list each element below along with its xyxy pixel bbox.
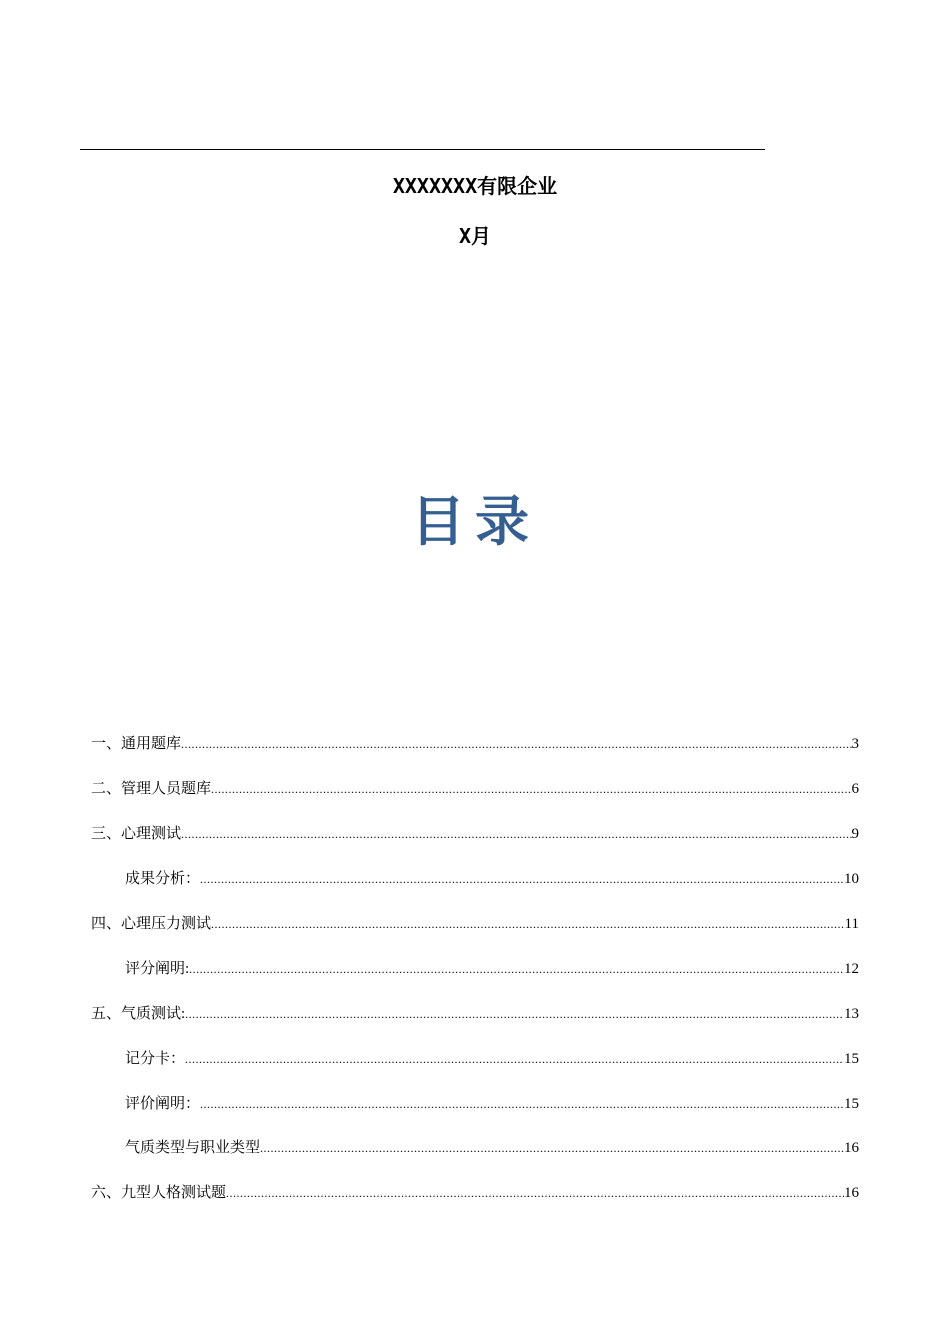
toc-entry-page: 11 bbox=[844, 916, 859, 932]
toc-leader-dots bbox=[181, 823, 851, 845]
toc-entry-label: 六、九型人格测试题 bbox=[91, 1185, 227, 1201]
toc-entry-page: 9 bbox=[851, 826, 859, 842]
toc-leader-dots bbox=[226, 1182, 844, 1204]
toc-entry-page: 12 bbox=[844, 961, 859, 977]
toc-entry[interactable] bbox=[125, 1093, 859, 1115]
toc-leader-dots bbox=[200, 1093, 844, 1115]
toc-entry-label: 评价阐明： bbox=[125, 1096, 201, 1112]
toc-entry-page: 13 bbox=[844, 1006, 859, 1022]
toc-entry-label: 成果分析： bbox=[125, 871, 201, 887]
toc-leader-dots bbox=[211, 913, 845, 935]
toc-entry-label: 五、气质测试: bbox=[91, 1006, 186, 1022]
toc-entry[interactable] bbox=[125, 958, 859, 980]
toc-entry-page: 10 bbox=[844, 871, 859, 887]
toc-entry-page: 6 bbox=[851, 781, 859, 797]
toc-entry[interactable] bbox=[125, 1137, 859, 1159]
toc-entry[interactable] bbox=[91, 1003, 859, 1025]
toc-entry-page: 15 bbox=[844, 1051, 859, 1067]
toc-leader-dots bbox=[185, 1048, 844, 1070]
toc-entry-label: 一、通用题库 bbox=[91, 736, 182, 752]
toc-entry-page: 16 bbox=[844, 1185, 859, 1201]
toc-leader-dots bbox=[185, 1003, 844, 1025]
toc-entry-label: 四、心理压力测试 bbox=[91, 916, 212, 932]
toc-entry-label: 气质类型与职业类型 bbox=[125, 1140, 261, 1156]
toc-entry[interactable] bbox=[91, 733, 859, 755]
toc-leader-dots bbox=[181, 733, 851, 755]
company-name: XXXXXXX有限企业 bbox=[392, 174, 558, 198]
toc-leader-dots bbox=[211, 778, 851, 800]
toc-entry-label: 评分阐明: bbox=[125, 961, 190, 977]
toc-entry-label: 记分卡： bbox=[125, 1051, 186, 1067]
toc-entry-label: 二、管理人员题库 bbox=[91, 781, 212, 797]
toc-title: 目录 bbox=[411, 490, 539, 553]
toc-entry[interactable] bbox=[125, 1048, 859, 1070]
toc-entry[interactable] bbox=[125, 868, 859, 890]
toc-entry[interactable] bbox=[91, 778, 859, 800]
toc-entry-page: 3 bbox=[851, 736, 859, 752]
toc-entry[interactable] bbox=[91, 823, 859, 845]
toc-leader-dots bbox=[260, 1137, 844, 1159]
toc-entry[interactable] bbox=[91, 913, 859, 935]
toc-entry[interactable] bbox=[91, 1182, 859, 1204]
toc-entry-label: 三、心理测试 bbox=[91, 826, 182, 842]
toc-entry-page: 16 bbox=[844, 1140, 859, 1156]
document-month: X月 bbox=[458, 224, 492, 248]
toc-leader-dots bbox=[200, 868, 844, 890]
toc-entry-page: 15 bbox=[844, 1096, 859, 1112]
header-rule bbox=[80, 149, 765, 150]
toc-leader-dots bbox=[189, 958, 844, 980]
